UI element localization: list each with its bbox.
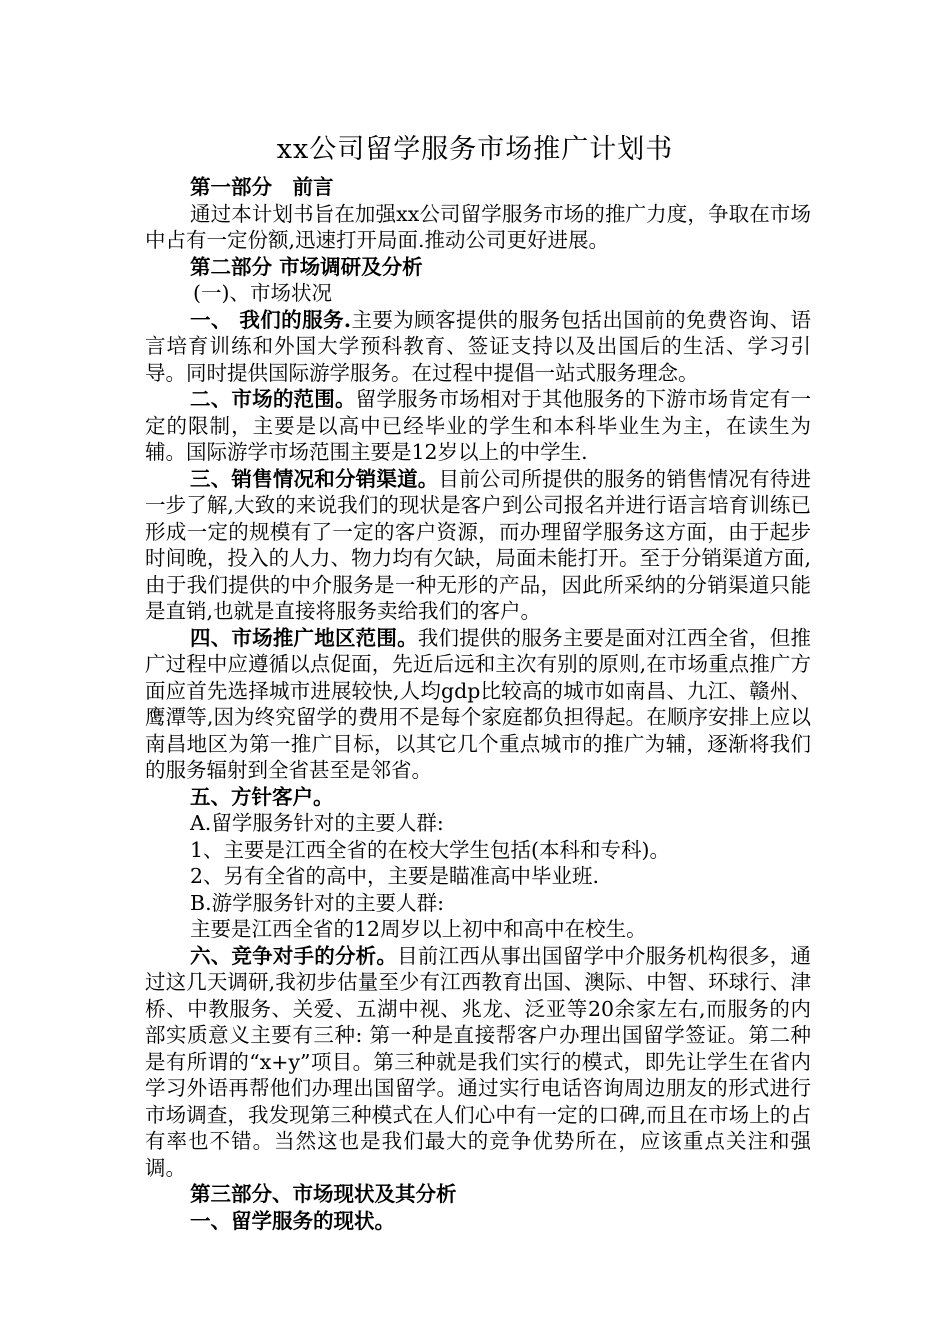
section-5-heading: 五、方针客户。 [190, 784, 334, 809]
part3-section-1-heading: 一、留学服务的现状。 [190, 1208, 395, 1233]
section-5-item-a1: 1、主要是江西全省的在校大学生包括(本科和专科)。 [190, 837, 671, 862]
section-5-group-b: B.游学服务针对的主要人群: [190, 890, 444, 915]
section-6-paragraph [145, 943, 811, 1182]
section-4-text: 我们提供的服务主要是面对江西全省，但推广过程中应遵循以点促面，先近后远和主次有别的原则,在市场重点推广方面应首先选择城市进展较快,人均gdp比较高的城市如南昌、九江、赣州、鹰潭等,因为终究留学的费用不是每个家庭都负担得起。在顺序安排上应以南昌地区为第一推广目标，以其它几个重点城市的推广为辅，逐渐将我们的服务辐射到全省甚至是邻省。 [145, 625, 812, 782]
section-2-paragraph [145, 386, 811, 466]
section-1-text: 主要为顾客提供的服务包括出国前的免费咨询、语言培育训练和外国大学预科教育、签证支持以及出国后的生活、学习引导。同时提供国际游学服务。在过程中提倡一站式服务理念。 [145, 307, 812, 385]
part1-paragraph: 通过本计划书旨在加强xx公司留学服务市场的推广力度，争取在市场中占有一定份额,迅速打开局面.推动公司更好进展。 [145, 201, 811, 252]
part3-heading: 第三部分、市场现状及其分析 [190, 1182, 457, 1206]
subsection-heading: (一)、市场状况 [193, 281, 332, 305]
document-title: xx公司留学服务市场推广计划书 [276, 134, 674, 165]
section-2-heading: 二、市场的范围。 [190, 387, 356, 411]
document-body [145, 174, 811, 1234]
section-5-group-a: A.留学服务针对的主要人群: [190, 811, 444, 835]
section-2-text: 留学服务市场相对于其他服务的下游市场肯定有一定的限制，主要是以高中已经毕业的学生和本科毕业生为主，在读生为辅。国际游学市场范围主要是12岁以上的中学生. [145, 387, 811, 464]
part1-heading: 第一部分 前言 [190, 175, 334, 199]
section-1-heading: 一、 我们的服务. [190, 307, 352, 332]
section-6-text: 目前江西从事出国留学中介服务机构很多，通过这几天调研,我初步估量至少有江西教育出国、澳际、中智、环球行、津桥、中教服务、关爱、五湖中视、兆龙、泛亚等20余家左右,而服务的内部实质意义主要有三种: 第一种是直接帮客户办理出国留学签证。第二种是有所谓的“x+y”项目。第三种就是我们实行的模式，即先让学生在省内学习外语再帮他们办理出国留学。通过实行电话咨询周边朋友的形式进行市场调查，我发现第三种模式在人们心中有一定的口碑,而且在市场上的占有率也不错。当然这也是我们最大的竞争优势所在，应该重点关注和强调。 [145, 943, 812, 1180]
section-5-item-a2: 2、另有全省的高中，主要是瞄准高中毕业班. [190, 864, 600, 888]
part2-heading: 第二部分 市场调研及分析 [190, 254, 423, 279]
section-3-paragraph [145, 466, 811, 625]
section-4-heading: 四、市场推广地区范围。 [190, 625, 418, 650]
section-3-text: 目前公司所提供的服务的销售情况有待进一步了解,大致的来说我们的现状是客户到公司报名并进行语言培育训练已形成一定的规模有了一定的客户资源，而办理留学服务这方面，由于起步时间晚，投入的人力、物力均有欠缺，局面未能打开。至于分销渠道方面,由于我们提供的中介服务是一种无形的产品，因此所采纳的分销渠道只能是直销,也就是直接将服务卖给我们的客户。 [145, 466, 812, 623]
section-3-heading: 三、销售情况和分销渠道。 [190, 466, 439, 491]
section-4-paragraph [145, 625, 811, 784]
section-6-heading: 六、竞争对手的分析。 [190, 943, 398, 968]
section-5-item-b1: 主要是江西全省的12周岁以上初中和高中在校生。 [190, 917, 647, 941]
section-1-paragraph [145, 307, 811, 387]
